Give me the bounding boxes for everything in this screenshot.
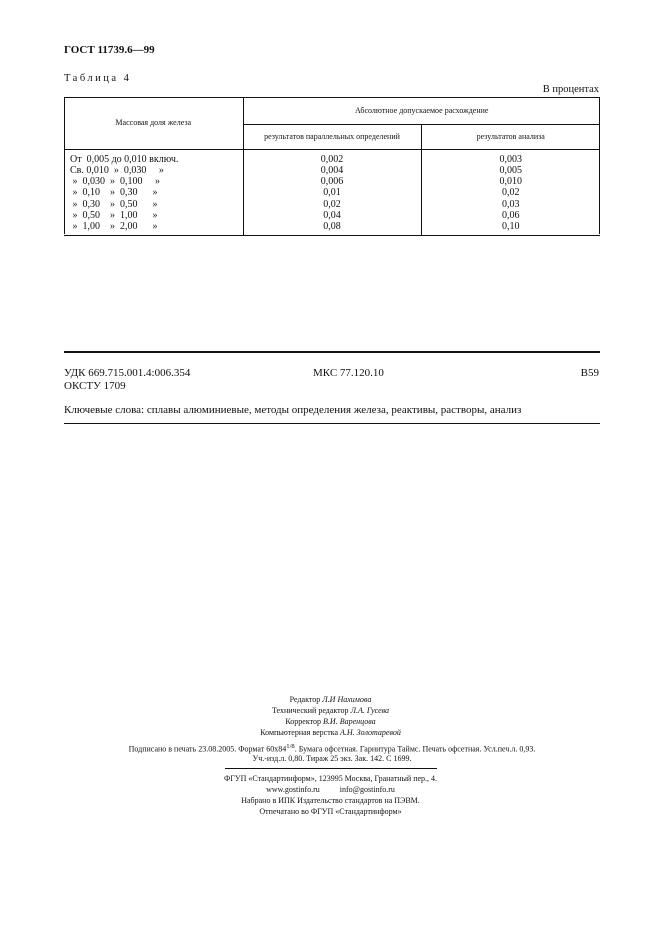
credit-layout — [0, 727, 661, 738]
cell-range: » 0,50 » 1,00 » — [64, 210, 243, 221]
publisher-address: ФГУП «Стандартинформ», 123995 Москва, Гранатный пер., 4. — [223, 774, 438, 783]
document-code: ГОСТ 11739.6—99 — [64, 44, 155, 56]
print-signed: Подписано в печать 23.08.2005. — [128, 744, 237, 754]
publisher-typeset: Набрано в ИПК Издательство стандартов на ПЭВМ. — [241, 796, 420, 805]
table-row — [64, 221, 600, 236]
table-row — [64, 165, 600, 176]
table-row — [64, 210, 600, 221]
print-format-fraction: 1/8 — [286, 743, 295, 750]
credit-role: Компьютерная верстка — [260, 728, 339, 737]
credit-editor — [0, 694, 661, 705]
credit-person: А.Н. Золотаревой — [340, 728, 401, 737]
cell-analysis: 0,06 — [502, 209, 520, 221]
cell-range: » 1,00 » 2,00 » — [64, 221, 243, 236]
table-row — [64, 149, 600, 165]
print-info-line-1 — [64, 743, 600, 754]
table-row — [64, 198, 600, 209]
cell-range: » 0,10 » 0,30 » — [64, 187, 243, 198]
keywords-divider — [64, 423, 600, 424]
credit-tech-editor — [0, 705, 661, 716]
table-row — [64, 187, 600, 198]
header-parallel: результатов параллельных определений — [243, 124, 421, 149]
cell-range: » 0,030 » 0,100 » — [64, 176, 243, 187]
credits-block — [0, 694, 661, 738]
cell-analysis: 0,02 — [502, 187, 520, 199]
header-analysis: результатов анализа — [421, 124, 600, 149]
cell-analysis: 0,010 — [499, 175, 522, 187]
cell-range: » 0,30 » 0,50 » — [64, 198, 243, 209]
cell-analysis: 0,10 — [421, 221, 600, 236]
credit-role: Корректор — [285, 717, 322, 726]
print-info-line-2: Уч.-изд.л. 0,80. Тираж 25 экз. Зак. 142. С 1699. — [252, 754, 412, 763]
cell-range: Св. 0,010 » 0,030 » — [64, 165, 243, 176]
header-iron-fraction: Массовая доля железа — [64, 97, 243, 149]
udk-code: УДК 669.715.001.4:006.354 — [64, 367, 191, 379]
print-format: Формат 60x84 — [238, 744, 287, 754]
cell-analysis: 0,003 — [499, 153, 522, 165]
print-details: . Бумага офсетная. Гарнитура Таймс. Печать офсетная. Усл.печ.л. 0,93. — [294, 744, 536, 754]
cell-parallel: 0,08 — [243, 221, 421, 236]
credit-person: В.И. Варенцова — [323, 717, 376, 726]
credit-corrector — [0, 716, 661, 727]
okstu-code: ОКСТУ 1709 — [64, 380, 126, 392]
credit-person: Л.А. Гусева — [350, 706, 390, 715]
keywords-line: Ключевые слова: сплавы алюминиевые, методы определения железа, реактивы, растворы, анализ — [64, 404, 522, 416]
cell-parallel: 0,01 — [243, 187, 421, 198]
cell-analysis: 0,005 — [499, 164, 522, 176]
cell-parallel: 0,002 — [243, 149, 421, 165]
cell-parallel: 0,006 — [243, 176, 421, 187]
header-tolerance-group: Абсолютное допускаемое расхождение — [243, 97, 600, 124]
cell-analysis: 0,03 — [502, 198, 520, 210]
cell-parallel: 0,04 — [243, 210, 421, 221]
cell-parallel: 0,004 — [243, 165, 421, 176]
credit-role: Редактор — [289, 695, 321, 704]
cell-range: От 0,005 до 0,010 включ. — [64, 149, 243, 165]
group-code: В59 — [580, 367, 599, 379]
publisher-printed: Отпечатано во ФГУП «Стандартинформ» — [259, 807, 402, 816]
cell-parallel: 0,02 — [243, 198, 421, 209]
footer-divider — [64, 351, 600, 353]
credit-person: Л.И Нахимова — [322, 695, 372, 704]
publisher-block — [0, 773, 661, 817]
units-label: В процентах — [542, 84, 599, 95]
publisher-web: www.gostinfo.ru info@gostinfo.ru — [266, 785, 395, 794]
mks-code: МКС 77.120.10 — [313, 367, 384, 379]
table-row — [64, 176, 600, 187]
table-label: Таблица 4 — [64, 73, 132, 84]
credit-role: Технический редактор — [271, 706, 349, 715]
tolerance-table — [64, 97, 600, 236]
publisher-divider — [225, 768, 437, 769]
